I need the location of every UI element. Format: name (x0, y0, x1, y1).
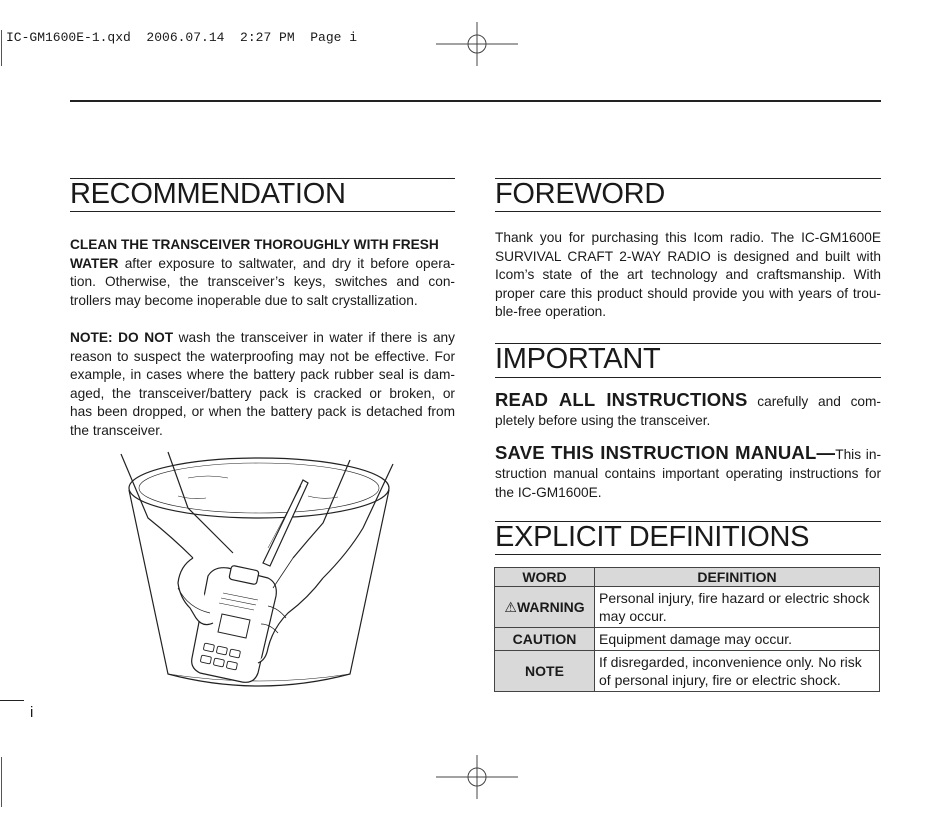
p1-line-3: trollers may become inoperable due to salt crystallization. (70, 292, 418, 308)
p1-line-1: after exposure to saltwater, and dry it before opera- (118, 255, 455, 271)
top-rule (70, 100, 881, 102)
read-line-2: pletely before using the transceiver. (495, 413, 711, 428)
word-note: NOTE (495, 651, 595, 692)
foreword-line-3: Icom’s state of the art technology and craftsmanship. With (495, 267, 881, 282)
read-line-1: carefully and com- (747, 394, 881, 409)
table-row (495, 587, 880, 628)
crop-mark-bottom-left (1, 757, 2, 807)
read-instructions-paragraph (495, 390, 881, 430)
word-warning: WARNING (516, 598, 585, 615)
foreword-line-4: proper care this product should provide you with years of trou- (495, 285, 881, 301)
p1-line-2: tion. Otherwise, the transceiver’s keys, switches and con- (70, 274, 455, 289)
save-manual-paragraph (495, 443, 881, 502)
table-row (495, 628, 880, 651)
clean-warning-bold: CLEAN THE TRANSCEIVER THOROUGHLY WITH FRESH (70, 237, 439, 252)
foreword-line-5: ble-free operation. (495, 304, 607, 319)
recommendation-paragraph-2 (70, 329, 455, 440)
col-definition-header: DEFINITION (595, 568, 880, 587)
definitions-table (494, 567, 880, 692)
save-line-1: This in- (835, 447, 881, 462)
p2-line-6: the transceiver. (70, 422, 163, 438)
registration-mark-bottom (436, 755, 518, 799)
definitions-bottom-rule (495, 554, 881, 555)
save-line-3: the IC-GM1600E. (495, 485, 602, 500)
recommendation-heading: RECOMMENDATION (70, 178, 346, 210)
save-line-2: struction manual contains important operating instructions for (495, 466, 881, 481)
word-caution: CAUTION (495, 628, 595, 651)
definition-cell-warning: Personal injury, fire hazard or electric shock may occur. (595, 587, 880, 628)
warning-triangle-icon: ⚠ (504, 598, 517, 615)
p2-line-5: has been dropped, or when the battery pack is detached from (70, 404, 455, 419)
important-heading: IMPORTANT (495, 343, 661, 375)
page-number-rule (0, 700, 24, 701)
page-number: i (30, 704, 34, 721)
definitions-header-row (495, 568, 880, 587)
registration-mark-top (436, 22, 518, 66)
p2-line-1: wash the transceiver in water if there is any (173, 330, 456, 345)
p2-line-4: aged, the transceiver/battery pack is cracked or broken, or (70, 385, 455, 401)
clean-warning-bold-2: WATER (70, 255, 119, 271)
definition-cell-caution: Equipment damage may occur. (595, 628, 880, 651)
foreword-line-1: Thank you for purchasing this Icom radio. The IC-GM1600E (495, 230, 881, 245)
note-do-not-bold: NOTE: DO NOT (70, 330, 174, 345)
foreword-paragraph (495, 229, 881, 322)
recommendation-paragraph-1 (70, 236, 455, 310)
crop-mark-top-left (1, 30, 2, 66)
definition-cell-note: If disregarded, inconvenience only. No risk of personal injury, fire or electric shock. (595, 651, 880, 692)
p2-line-3: example, in cases where the battery pack rubber seal is dam- (70, 367, 455, 382)
word-cell-warning (495, 587, 595, 628)
important-bottom-rule (495, 377, 881, 378)
col-word-header: WORD (495, 568, 595, 587)
p2-line-2: reason to suspect the waterproofing may not be effective. For (70, 348, 455, 364)
table-row (495, 651, 880, 692)
foreword-line-2: SURVIVAL CRAFT 2-WAY RADIO is designed and built with (495, 248, 881, 264)
definitions-heading: EXPLICIT DEFINITIONS (495, 521, 810, 553)
foreword-heading: FOREWORD (495, 178, 665, 210)
bucket-washing-illustration (118, 448, 400, 698)
foreword-bottom-rule (495, 211, 881, 212)
save-manual-bold: SAVE THIS INSTRUCTION MANUAL— (495, 442, 836, 463)
print-slug: IC-GM1600E-1.qxd 2006.07.14 2:27 PM Page i (6, 30, 358, 45)
read-all-instructions-bold: READ ALL INSTRUCTIONS (495, 389, 748, 410)
recommendation-bottom-rule (70, 211, 455, 212)
